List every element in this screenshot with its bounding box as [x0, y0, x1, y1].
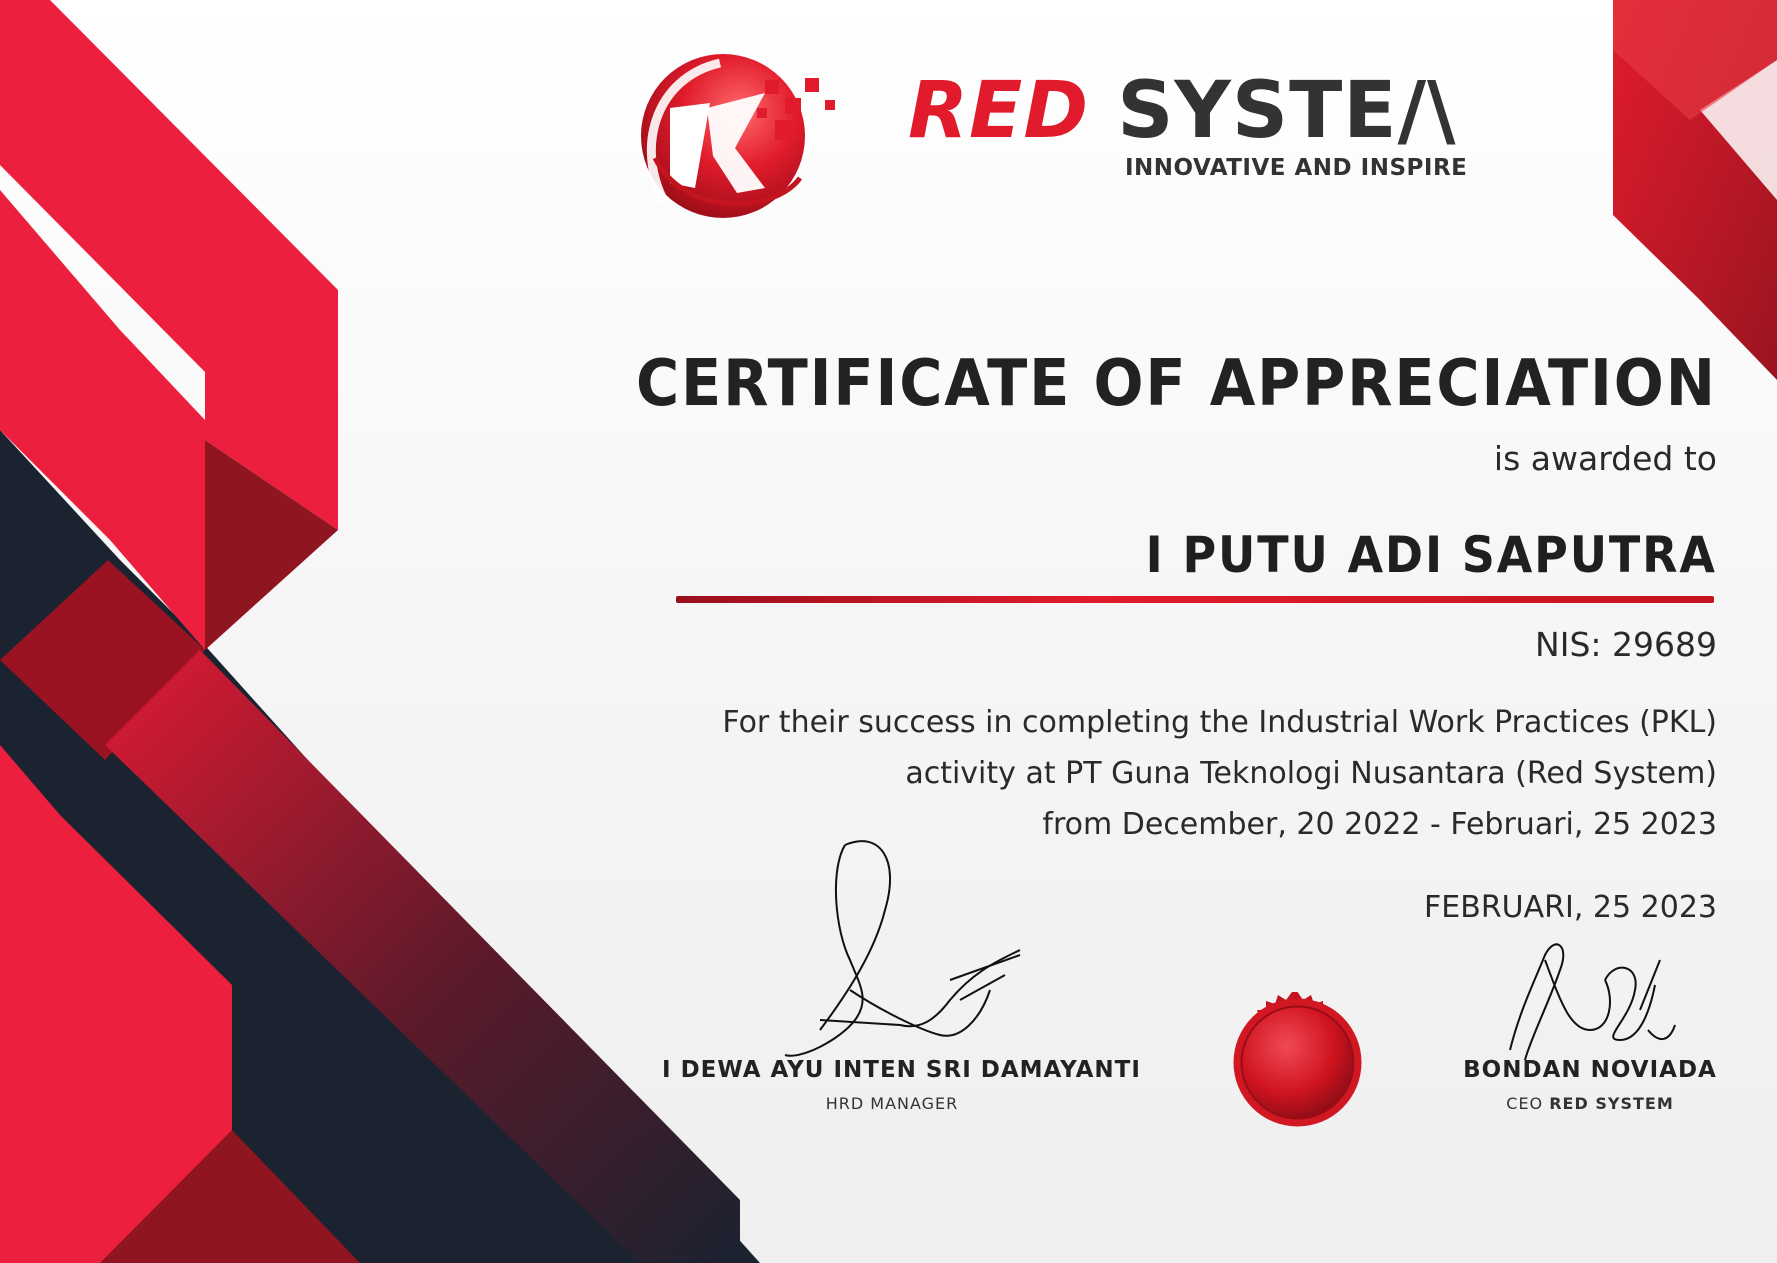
certificate-title: CERTIFICATE OF APPRECIATION — [636, 347, 1717, 421]
brand-wordmark — [908, 66, 1457, 156]
left-signatory-name: I DEWA AYU INTEN SRI DAMAYANTI — [662, 1057, 1141, 1083]
left-signatory-role: HRD MANAGER — [825, 1094, 959, 1113]
body-line: activity at PT Guna Teknologi Nusantara (Red System) — [905, 756, 1717, 791]
issue-date: FEBRUARI, 25 2023 — [1424, 890, 1717, 925]
body-line: from December, 20 2022 - Februari, 25 2023 — [1042, 807, 1717, 842]
right-role-prefix: CEO — [1506, 1094, 1544, 1113]
certificate-body — [722, 697, 1717, 850]
brand-name-dark: SYSTE/\ — [1117, 66, 1457, 156]
right-signatory-name: BONDAN NOVIADA — [1463, 1057, 1717, 1083]
brand-tagline: INNOVATIVE AND INSPIRE — [1125, 155, 1468, 181]
red-system-r-logo-icon — [625, 38, 855, 223]
recipient-underline — [676, 596, 1714, 603]
recipient-nis: NIS: 29689 — [1535, 625, 1717, 664]
recipient-name: I PUTU ADI SAPUTRA — [1145, 526, 1717, 584]
body-line: For their success in completing the Industrial Work Practices (PKL) — [722, 705, 1717, 740]
red-seal-icon — [1225, 990, 1370, 1135]
right-signatory-role — [1440, 1094, 1740, 1113]
brand-name-red: RED — [908, 66, 1090, 156]
awarded-to-text: is awarded to — [1493, 439, 1717, 478]
right-role-company: RED SYSTEM — [1549, 1094, 1674, 1113]
